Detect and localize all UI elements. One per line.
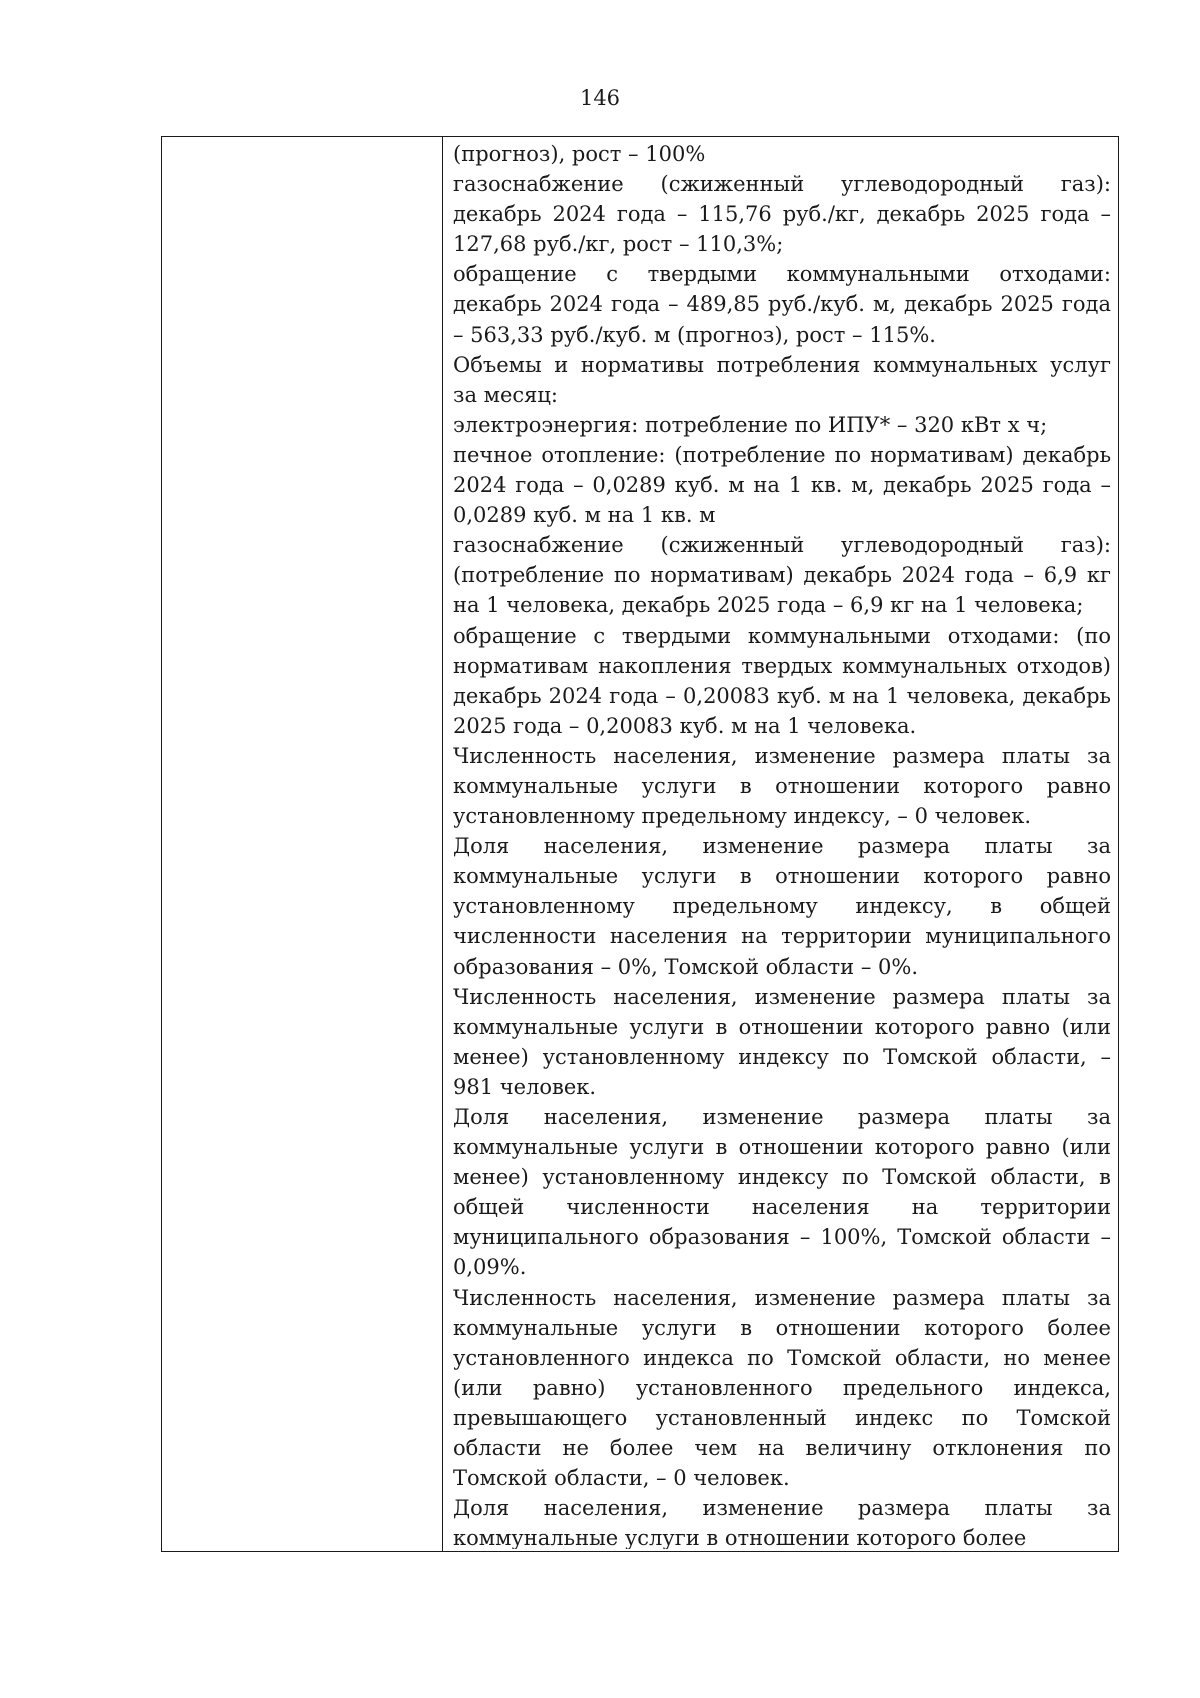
paragraph: Доля населения, изменение размера платы за коммунальные услуги в отношении которого более (453, 1496, 1111, 1549)
paragraph: обращение с твердыми коммунальными отходами: декабрь 2024 года – 489,85 руб./куб. м, декабрь 2025 года – 563,33 руб./куб. м (прогноз), рост – 115%. (453, 262, 1111, 347)
document-table (161, 136, 1119, 1552)
paragraph: Доля населения, изменение размера платы за коммунальные услуги в отношении которого равно установленному предельному индексу, в общей численности населения на территории муниципального образования – 0%, Томской области – 0%. (453, 834, 1111, 979)
table-right-cell (453, 139, 1111, 1549)
table-left-cell (162, 137, 442, 1551)
paragraph: печное отопление: (потребление по нормативам) декабрь 2024 года – 0,0289 куб. м на 1 кв. м, декабрь 2025 года – 0,0289 куб. м на 1 кв. м (453, 442, 1111, 528)
paragraph: электроэнергия: потребление по ИПУ* – 320 кВт х ч; (453, 412, 1048, 437)
column-divider (442, 137, 443, 1551)
paragraph: Численность населения, изменение размера платы за коммунальные услуги в отношении которого равно (или менее) установленному индексу по Томской области, – 981 человек. (453, 984, 1111, 1099)
paragraph: Объемы и нормативы потребления коммунальных услуг за месяц: (453, 352, 1111, 407)
paragraph: Доля населения, изменение размера платы за коммунальные услуги в отношении которого равно (или менее) установленному индексу по Томской области, в общей численности населения на территории муниципального образования – 100%, Томской области – 0,09%. (453, 1105, 1111, 1280)
paragraph: обращение с твердыми коммунальными отходами: (по нормативам накопления твердых коммунальных отходов) декабрь 2024 года – 0,20083 куб. м на 1 человека, декабрь 2025 года – 0,20083 куб. м на 1 человека. (453, 623, 1111, 738)
paragraph: газоснабжение (сжиженный углеводородный газ): (потребление по нормативам) декабрь 2024 года – 6,9 кг на 1 человека, декабрь 2025 года – 6,9 кг на 1 человека; (453, 533, 1111, 618)
paragraph: газоснабжение (сжиженный углеводородный газ): декабрь 2024 года – 115,76 руб./кг, декабрь 2025 года – 127,68 руб./кг, рост – 110,3%; (453, 172, 1111, 257)
paragraph: Численность населения, изменение размера платы за коммунальные услуги в отношении которого равно установленному предельному индексу, – 0 человек. (453, 743, 1111, 829)
paragraph: Численность населения, изменение размера платы за коммунальные услуги в отношении которого более установленного индекса по Томской области, но менее (или равно) установленного предельного индекса, превышающего установленный индекс по Томской области не более чем на величину отклонения по Томской области, – 0 человек. (453, 1285, 1111, 1491)
paragraph: (прогноз), рост – 100% (453, 142, 706, 166)
page-number: 146 (579, 86, 621, 110)
